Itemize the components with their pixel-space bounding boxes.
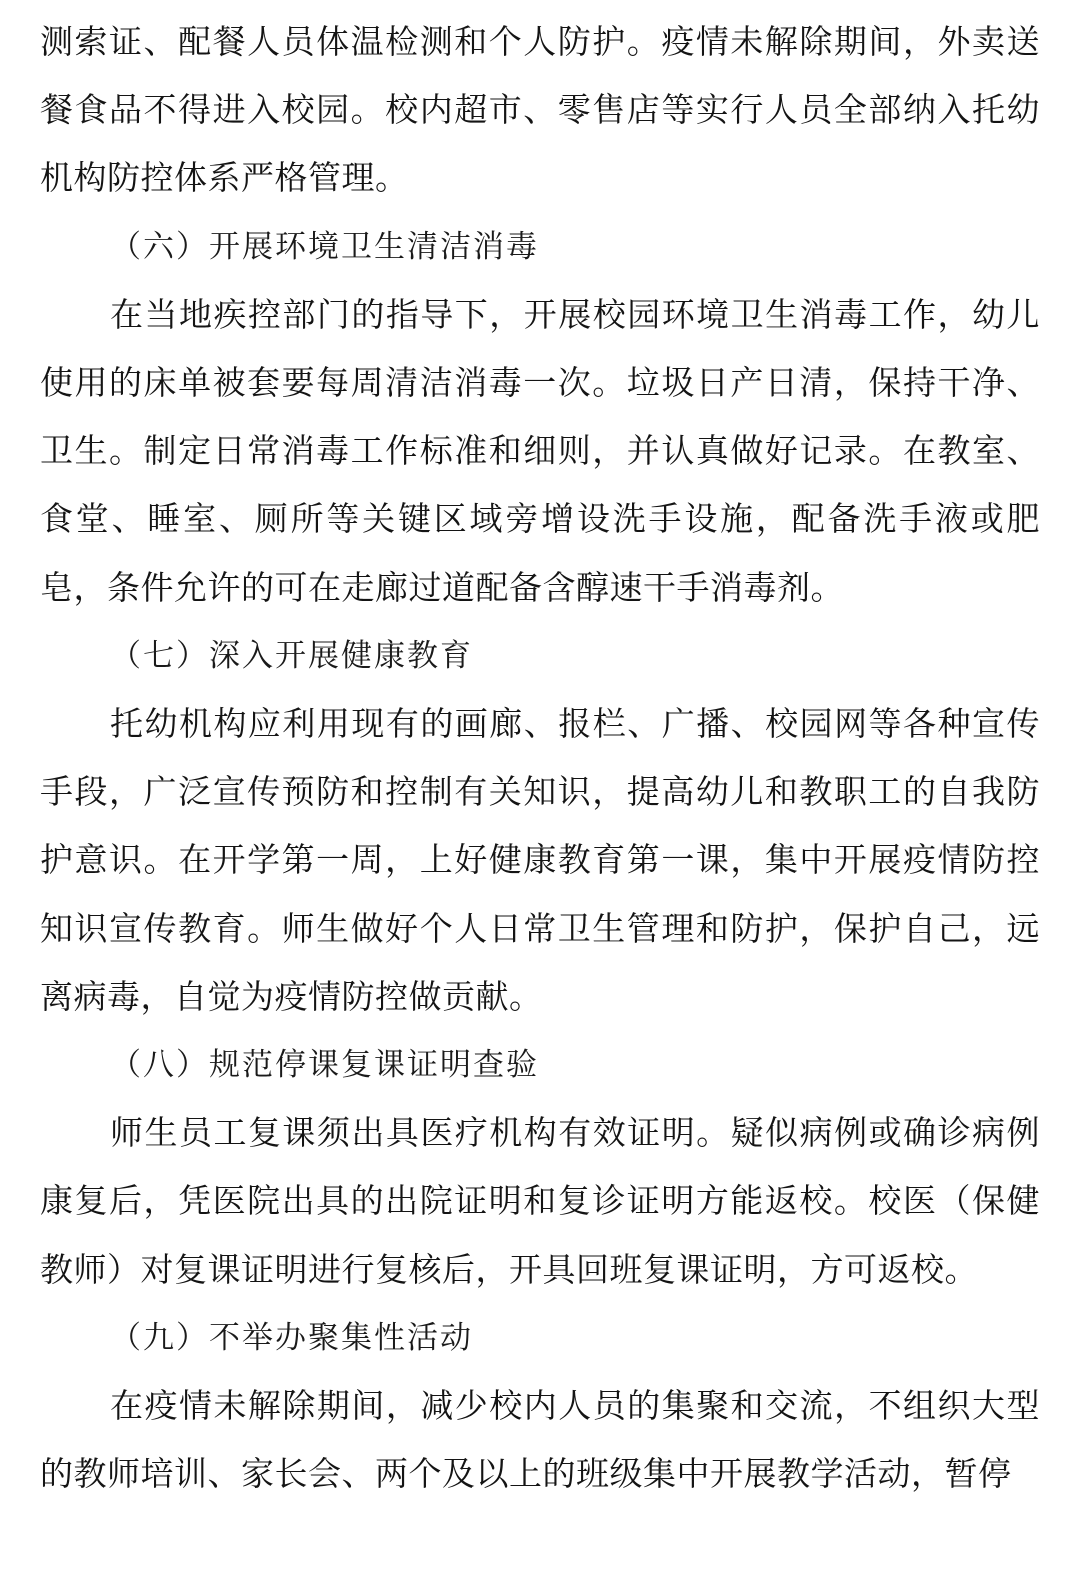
paragraph-disinfection: 在当地疾控部门的指导下，开展校园环境卫生消毒工作，幼儿使用的床单被套要每周清洁消毒一次。垃圾日产日清，保持干净、卫生。制定日常消毒工作标准和细则，并认真做好记录。在教室、食堂、睡室、厕所等关键区域旁增设洗手设施，配备洗手液或肥皂，条件允许的可在走廊过道配备含醇速干手消毒剂。 — [40, 294, 1040, 607]
paragraph-no-gatherings: 在疫情未解除期间，减少校内人员的集聚和交流，不组织大型的教师培训、家长会、两个及以上的班级集中开展教学活动，暂停 — [40, 1386, 1040, 1494]
section-heading-8-certificate-check: （八）规范停课复课证明查验 — [110, 1047, 539, 1084]
section-heading-6-disinfection: （六）开展环境卫生清洁消毒 — [110, 228, 539, 265]
section-heading-9-no-gatherings: （九）不举办聚集性活动 — [110, 1319, 473, 1356]
section-heading-7-health-education: （七）深入开展健康教育 — [110, 637, 473, 674]
paragraph-canteen-management: 测索证、配餐人员体温检测和个人防护。疫情未解除期间，外卖送餐食品不得进入校园。校内超市、零售店等实行人员全部纳入托幼机构防控体系严格管理。 — [40, 22, 1040, 198]
paragraph-certificate-check: 师生员工复课须出具医疗机构有效证明。疑似病例或确诊病例康复后，凭医院出具的出院证明和复诊证明方能返校。校医（保健教师）对复课证明进行复核后，开具回班复课证明，方可返校。 — [40, 1113, 1040, 1289]
paragraph-health-education: 托幼机构应利用现有的画廊、报栏、广播、校园网等各种宣传手段，广泛宣传预防和控制有关知识，提高幼儿和教职工的自我防护意识。在开学第一周，上好健康教育第一课，集中开展疫情防控知识宣传教育。师生做好个人日常卫生管理和防护，保护自己，远离病毒，自觉为疫情防控做贡献。 — [40, 704, 1040, 1016]
